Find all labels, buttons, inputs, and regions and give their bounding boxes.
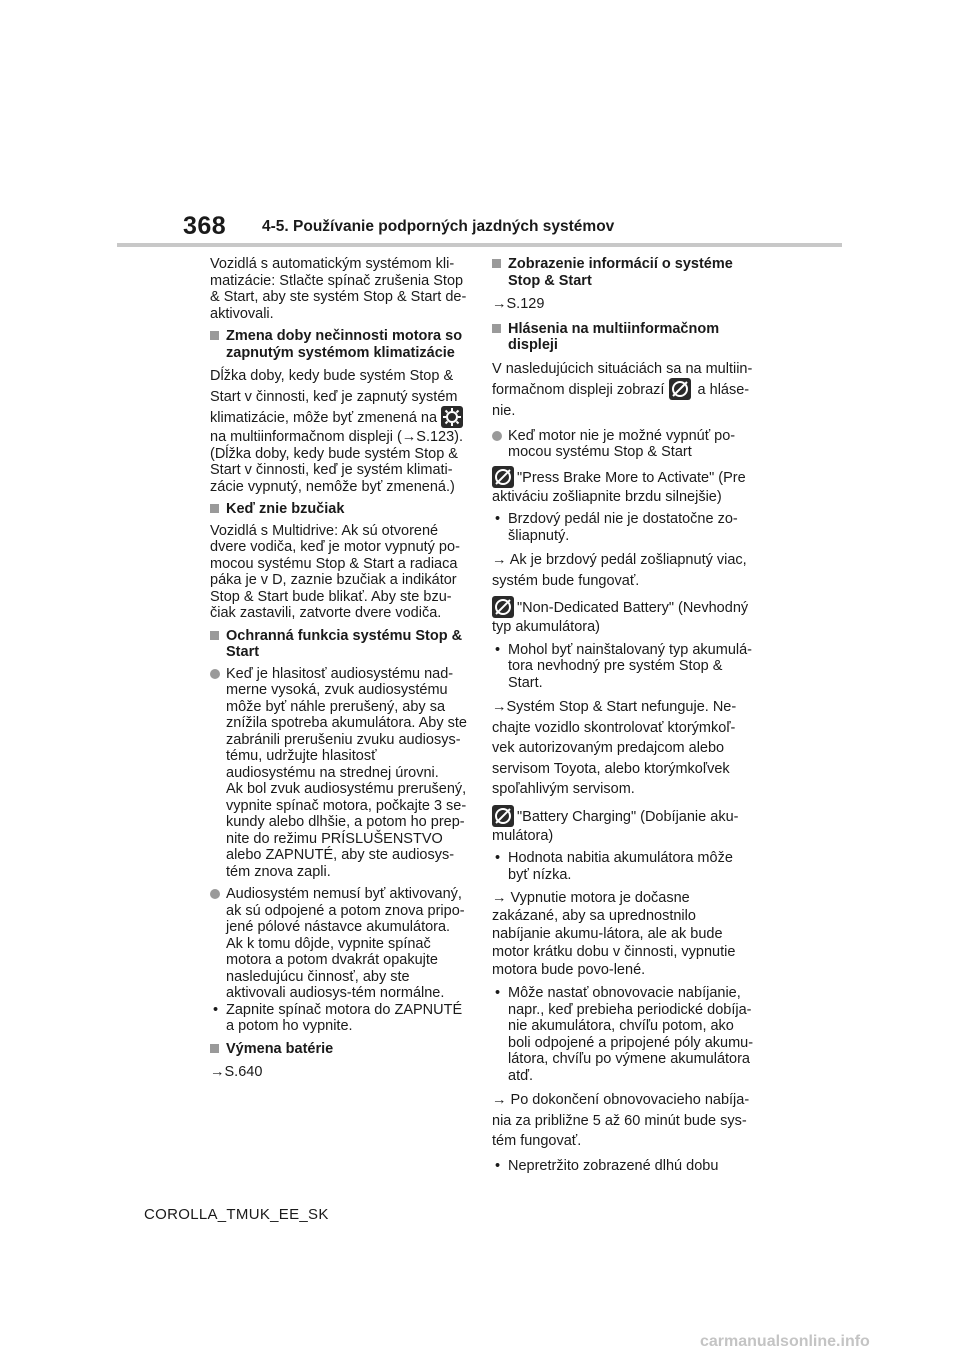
section-heading: Zmena doby nečinnosti motora so zapnutým systémom klimatizácie [210,328,468,361]
message-item: "Non-Dedicated Battery" (Nevhodný typ akumulátora) [492,597,754,636]
stop-start-indicator-icon [669,378,691,400]
message-item: "Press Brake More to Activate" (Pre aktiváciu zošliapnite brzdu silnejšie) [492,467,754,506]
paragraph: na multiinformačnom displeji (→S.123). (Dĺžka doby, kedy bude systém Stop & Start v činnosti, keď je systém klimati-zácie vypnutý, nemôže byť zmenená.) [210,429,464,495]
paragraph: → Vypnutie motora je dočasne zakázané, aby sa uprednostnilo nabíjanie akumu-látora, ale ak bude motor krátku dobu v činnosti, vypnutie motora bude povo-lené. [492,890,736,978]
list-item: Audiosystém nemusí byť aktivovaný, ak sú odpojené a potom znova pripo-jené pólové nástavce akumulátora. Ak k tomu dôjde, vypnite spínač motora a potom dvakrát opakujte nasledujúcu činnosť, aby ste aktivovali audiosys-tém normálne. [210,886,468,1002]
page-header [0,0,960,250]
list-item: • Môže nastať obnovovacie nabíjanie, napr., keď prebieha periodické dobíja-nie akumulátora, chvíľu potom, ako boli odpojené a pripojené póly akumu-látora, chvíľu po výmene akumulátora atď. [495,985,754,1084]
square-bullet-icon [210,331,219,340]
square-bullet-icon [210,1044,219,1053]
watermark: carmanualsonline.info [700,1333,870,1350]
list-item: Keď je hlasitosť audiosystému nad-merne vysoká, zvuk audiosystému môže byť náhle prerušený, aby sa znížila spotreba akumulátora. Aby ste zabránili prerušeniu zvuku audiosys-tému, udržujte hlasitosť audiosystému na strednej úrovni. Ak bol zvuk audiosystému prerušený, vypnite spínač motora, počkajte 3 se-kundy alebo dlhšie, a potom ho prep-nite do režimu PRÍSLUŠENSTVO alebo ZAPNUTÉ, aby ste audiosys-tém znova zapli. [210,666,468,881]
circle-bullet-icon [492,431,502,441]
square-bullet-icon [210,504,219,513]
chapter-title: 4-5. Používanie podporných jazdných systémov [262,218,615,235]
stop-start-indicator-icon [492,805,514,827]
message-item: "Battery Charging" (Dobíjanie aku-mulátora) [492,806,754,845]
paragraph: Vozidlá s Multidrive: Ak sú otvorené dvere vodiča, keď je motor vypnutý po-mocou systému Stop & Start a radiaca páka je v D, zaznie bzučiak a indikátor Stop & Start bude blikať. Aby ste bzu-čiak zastavili, zatvorte dvere vodiča. [210,522,460,621]
page-number: 368 [183,212,227,240]
paragraph: →Systém Stop & Start nefunguje. Ne-chajte vozidlo skontrolovať ktorýmkoľ-vek autorizovaným predajcom alebo servisom Toyota, alebo ktorýmkoľvek spoľahlivým servisom. [492,699,737,797]
paragraph: V nasledujúcich situáciách sa na multiin-formačnom displeji zobrazí a hláse-nie. [492,360,753,419]
list-item: Keď motor nie je možné vypnúť po-mocou systému Stop & Start [492,428,754,461]
section-heading: Ochranná funkcia systému Stop & Start [210,628,468,661]
page-reference: →S.640 [210,1064,263,1080]
page-reference: →S.129 [492,296,545,312]
intro-paragraph: Vozidlá s automatickým systémom kli-matizácie: Stlačte spínač zrušenia Stop & Start, aby ste systém Stop & Start de-aktivovali. [210,256,467,322]
list-item: • Zapnite spínač motora do ZAPNUTÉ a potom ho vypnite. [213,1001,463,1034]
section-heading: Hlásenia na multiinformačnom displeji [492,321,754,354]
left-column [210,256,468,1089]
right-column [492,256,754,1180]
circle-bullet-icon [210,889,220,899]
footer-model-code: COROLLA_TMUK_EE_SK [144,1206,329,1223]
square-bullet-icon [492,259,501,268]
list-item: • Mohol byť nainštalovaný typ akumulá-tora nevhodný pre systém Stop & Start. [495,641,753,691]
list-item: • Hodnota nabitia akumulátora môže byť nízka. [495,850,733,883]
stop-start-indicator-icon [492,466,514,488]
section-heading: Výmena batérie [210,1041,468,1058]
stop-start-indicator-icon [492,596,514,618]
circle-bullet-icon [210,669,220,679]
paragraph: Dĺžka doby, kedy bude systém Stop & Start v činnosti, keď je zapnutý systém klimatizácie, môže byť zmenená na [210,366,468,429]
header-divider [117,243,842,247]
list-item: • Nepretržito zobrazené dlhú dobu [495,1157,719,1174]
settings-gear-icon [441,406,463,428]
section-heading: Keď znie bzučiak [210,501,468,518]
square-bullet-icon [210,631,219,640]
square-bullet-icon [492,324,501,333]
section-heading: Zobrazenie informácií o systéme Stop & Start [492,256,754,289]
paragraph: → Po dokončení obnovovacieho nabíja-nia za približne 5 až 60 minút bude sys-tém fungovať. [492,1092,750,1149]
paragraph: → Ak je brzdový pedál zošliapnutý viac, systém bude fungovať. [492,552,747,589]
list-item: • Brzdový pedál nie je dostatočne zo-šliapnutý. [495,511,738,544]
